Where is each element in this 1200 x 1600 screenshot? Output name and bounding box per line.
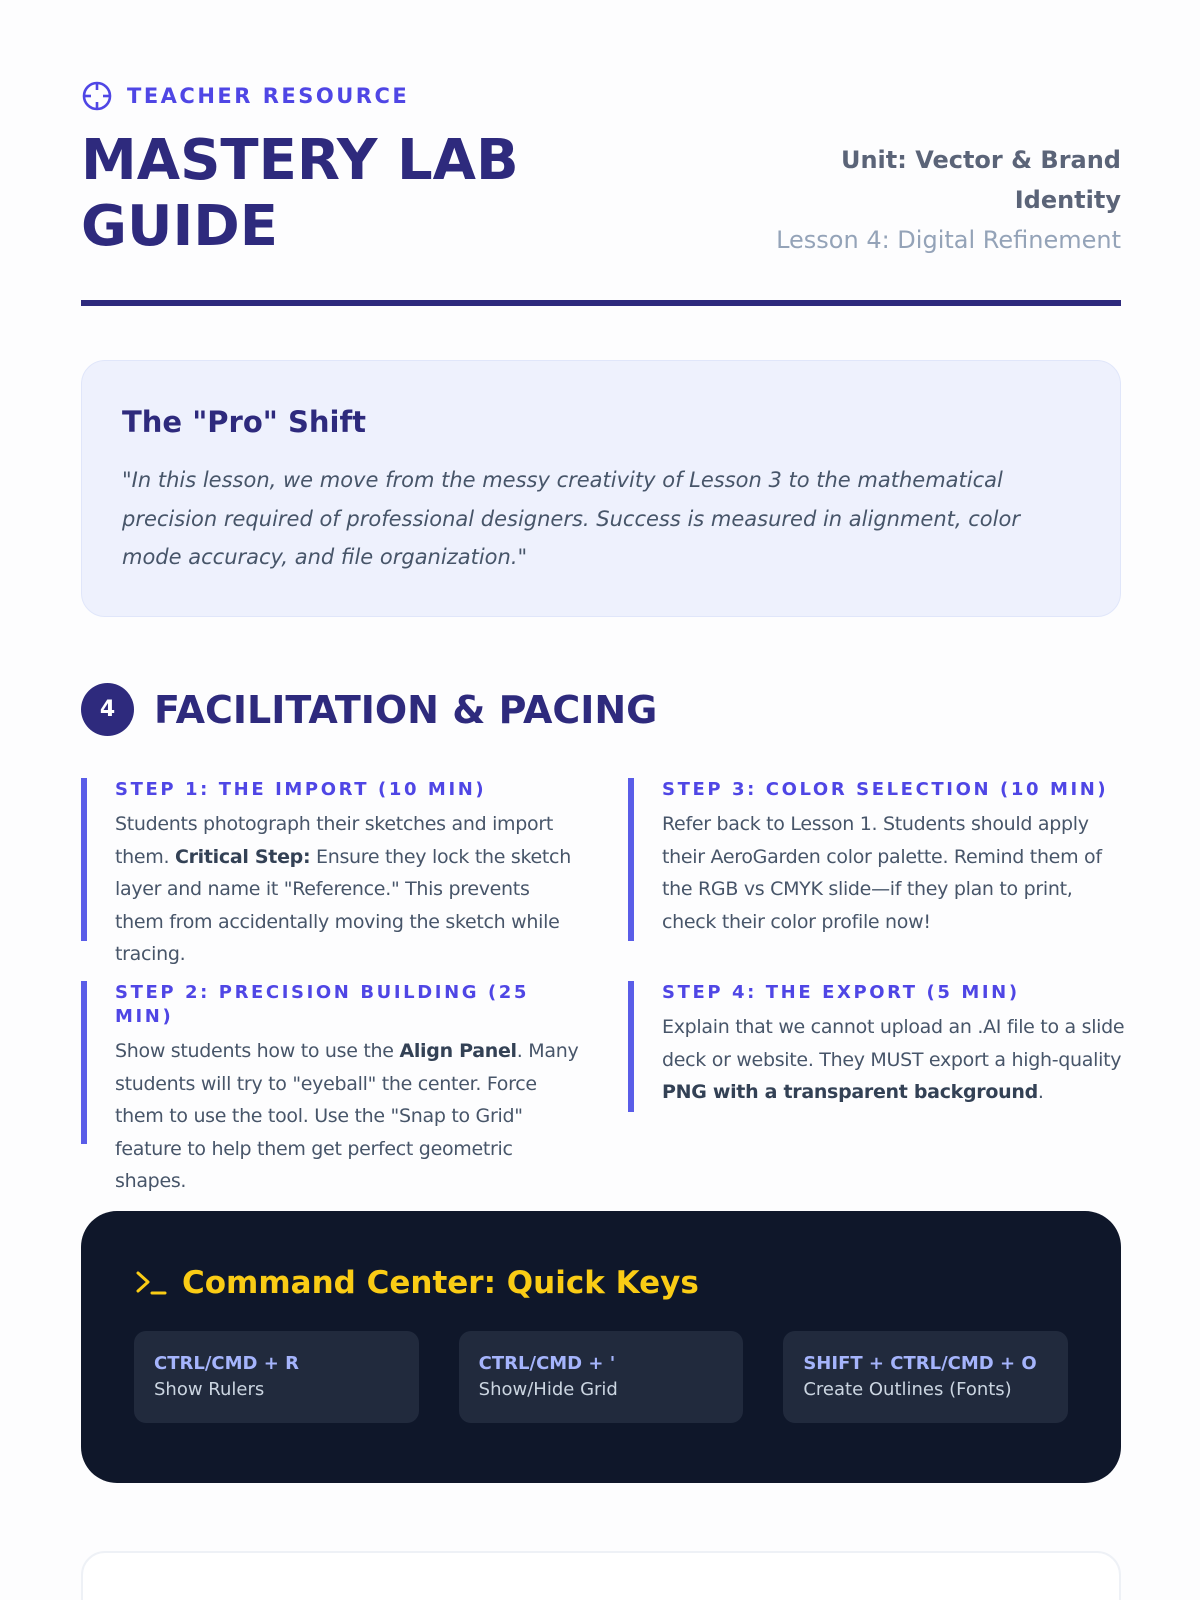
step-body <box>662 1011 1128 1109</box>
key-combo: CTRL/CMD + ' <box>478 1353 616 1374</box>
quick-keys-list <box>134 1331 1068 1423</box>
step-card <box>628 778 1128 941</box>
section-number-badge: 4 <box>81 683 134 736</box>
step-card <box>81 981 581 1192</box>
key-description: Create Outlines (Fonts) <box>803 1379 1012 1400</box>
section-title: FACILITATION & PACING <box>154 687 658 732</box>
step-title: STEP 4: THE EXPORT (5 MIN) <box>662 982 1020 1003</box>
key-combo: CTRL/CMD + R <box>154 1353 299 1374</box>
lesson-label: Lesson 4: Digital Refinement <box>776 226 1121 254</box>
step-text: Refer back to Lesson 1. Students should apply their AeroGarden color palette. Remind them of the RGB vs CMYK slide—if they plan to print, check their color profile now! <box>662 813 1102 933</box>
callout-quote: "In this lesson, we move from the messy creativity of Lesson 3 to the mathematical precision required of professional designers. Success is measured in alignment, color mode accuracy, and file organization." <box>122 468 1020 569</box>
step-emphasis: Align Panel <box>399 1040 517 1062</box>
step-title: STEP 2: PRECISION BUILDING (25 MIN) <box>115 982 530 1027</box>
next-section-card <box>81 1551 1121 1600</box>
crosshair-icon <box>81 80 113 112</box>
header-divider <box>81 300 1121 306</box>
step-title: STEP 3: COLOR SELECTION (10 MIN) <box>662 779 1109 800</box>
page-title: MASTERY LAB GUIDE <box>81 128 519 259</box>
quick-key-card <box>783 1331 1068 1423</box>
unit-info <box>741 140 1121 260</box>
step-text: . Many students will try to "eyeball" the center. Force them to use the tool. Use the "Snap to Grid" feature to help them get perfect geometric shapes. <box>115 1040 579 1192</box>
key-combo: SHIFT + CTRL/CMD + O <box>803 1353 1037 1374</box>
step-text: Explain that we cannot upload an .AI file to a slide deck or website. They MUST export a high-quality <box>662 1016 1125 1071</box>
step-text: Ensure they lock the sketch layer and name it "Reference." This prevents them from accidentally moving the sketch while tracing. <box>115 845 571 965</box>
unit-label: Unit: Vector & Brand Identity <box>840 146 1121 214</box>
quick-key-card <box>459 1331 744 1423</box>
command-center-title: Command Center: Quick Keys <box>182 1265 699 1301</box>
callout-title: The "Pro" Shift <box>122 405 366 439</box>
command-center-header <box>134 1265 1068 1301</box>
step-card <box>628 981 1128 1112</box>
command-center-panel <box>81 1211 1121 1483</box>
pro-shift-callout <box>81 360 1121 617</box>
step-text: . <box>1037 1081 1044 1103</box>
step-emphasis: PNG with a transparent background <box>662 1081 1038 1103</box>
eyebrow <box>81 80 409 112</box>
key-description: Show Rulers <box>154 1379 265 1400</box>
key-description: Show/Hide Grid <box>478 1379 618 1400</box>
step-title: STEP 1: THE IMPORT (10 MIN) <box>115 779 487 800</box>
quick-key-card <box>134 1331 419 1423</box>
section-header <box>81 683 657 736</box>
step-body <box>662 808 1128 938</box>
step-card <box>81 778 581 965</box>
step-emphasis: Critical Step: <box>174 845 311 868</box>
step-body <box>115 1035 581 1198</box>
eyebrow-label: TEACHER RESOURCE <box>127 84 410 108</box>
step-text: Students photograph their sketches and import them. <box>115 813 554 868</box>
step-text: Show students how to use the <box>115 1040 400 1062</box>
step-body <box>115 808 581 971</box>
terminal-icon <box>134 1268 168 1298</box>
